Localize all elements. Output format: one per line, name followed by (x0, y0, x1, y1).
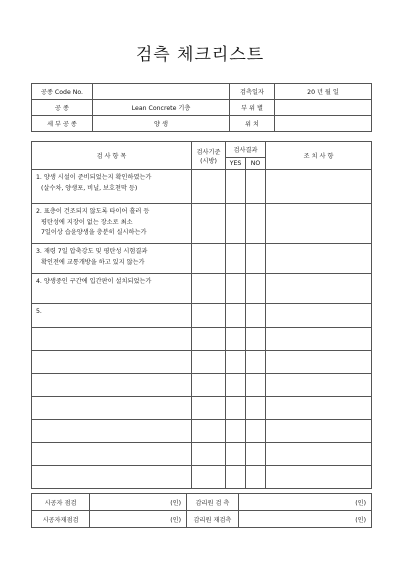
header-label: 공 종 (32, 100, 93, 116)
header-label: 공종 Code No. (32, 84, 93, 100)
checklist-row (32, 274, 372, 304)
yes-cell[interactable] (226, 274, 246, 304)
empty-row (32, 420, 372, 443)
criteria-cell[interactable] (192, 244, 226, 274)
col-header-criteria: 검사기준 (시방) (192, 142, 226, 170)
no-cell[interactable] (246, 244, 266, 274)
header-label: 위 치 (230, 116, 275, 132)
signature-field[interactable]: (인) (90, 494, 187, 511)
no-cell[interactable] (246, 170, 266, 204)
empty-row (32, 443, 372, 466)
action-cell[interactable] (266, 170, 372, 204)
header-value[interactable] (275, 100, 372, 116)
criteria-cell[interactable] (192, 170, 226, 204)
criteria-cell[interactable] (192, 204, 226, 244)
checklist-row (32, 304, 372, 328)
action-cell[interactable] (266, 244, 372, 274)
signature-label: 감리원 검 측 (187, 494, 239, 511)
no-cell[interactable] (246, 204, 266, 244)
signature-row (32, 511, 372, 528)
checklist-row (32, 244, 372, 274)
signature-field[interactable]: (인) (239, 511, 372, 528)
header-row-code (32, 84, 372, 100)
header-label: 검측일자 (230, 84, 275, 100)
signature-table (31, 493, 372, 528)
header-value[interactable] (275, 116, 372, 132)
criteria-cell[interactable] (192, 274, 226, 304)
yes-cell[interactable] (226, 170, 246, 204)
col-header-no: NO (246, 158, 266, 170)
header-label: 세 부 공 종 (32, 116, 93, 132)
action-cell[interactable] (266, 274, 372, 304)
criteria-cell[interactable] (192, 304, 226, 328)
empty-row (32, 374, 372, 397)
checklist-item-4: 4. 양생중인 구간에 입간판이 설치되었는가 (32, 274, 192, 304)
header-value[interactable] (93, 84, 230, 100)
yes-cell[interactable] (226, 244, 246, 274)
checklist-item-3: 3. 재령 7일 압축강도 및 평탄성 시험결과 확인전에 교통개방을 하고 있지 않는가 (32, 244, 192, 274)
yes-cell[interactable] (226, 304, 246, 328)
checklist-item-1: 1. 양생 시설이 준비되었는지 확인하였는가 (살수차, 양생포, 비닐, 보호천막 등) (32, 170, 192, 204)
checklist-table (31, 141, 372, 489)
signature-field[interactable]: (인) (90, 511, 187, 528)
col-header-yes: YES (226, 158, 246, 170)
header-value[interactable]: Lean Concrete 기층 (93, 100, 230, 116)
header-row-work-type (32, 100, 372, 116)
empty-row (32, 328, 372, 351)
header-label: 부 위 별 (230, 100, 275, 116)
yes-cell[interactable] (226, 204, 246, 244)
inspection-date-field[interactable]: 20 년 월 일 (275, 84, 372, 100)
signature-label: 시공자 점검 (32, 494, 90, 511)
signature-label: 시공자재점검 (32, 511, 90, 528)
col-header-result: 검사결과 (226, 142, 266, 158)
checklist-item-2: 2. 표층이 건조되지 않도록 타이어 흘러 등 평탄성에 지장이 없는 장소로 최소 7일이상 습윤양생을 충분히 실시하는가 (32, 204, 192, 244)
header-row-sub-work (32, 116, 372, 132)
signature-label: 감리원 재검측 (187, 511, 239, 528)
col-header-item: 검 사 항 목 (32, 142, 192, 170)
header-table (31, 83, 372, 132)
signature-field[interactable]: (인) (239, 494, 372, 511)
page-title: 검측 체크리스트 (135, 45, 265, 65)
checklist-row (32, 170, 372, 204)
no-cell[interactable] (246, 274, 266, 304)
checklist-item-5: 5. (32, 304, 192, 328)
empty-row (32, 351, 372, 374)
no-cell[interactable] (246, 304, 266, 328)
empty-row (32, 397, 372, 420)
signature-row (32, 494, 372, 511)
header-value[interactable]: 양 생 (93, 116, 230, 132)
action-cell[interactable] (266, 204, 372, 244)
col-header-action: 조 치 사 항 (266, 142, 372, 170)
checklist-row (32, 204, 372, 244)
empty-row (32, 466, 372, 489)
action-cell[interactable] (266, 304, 372, 328)
